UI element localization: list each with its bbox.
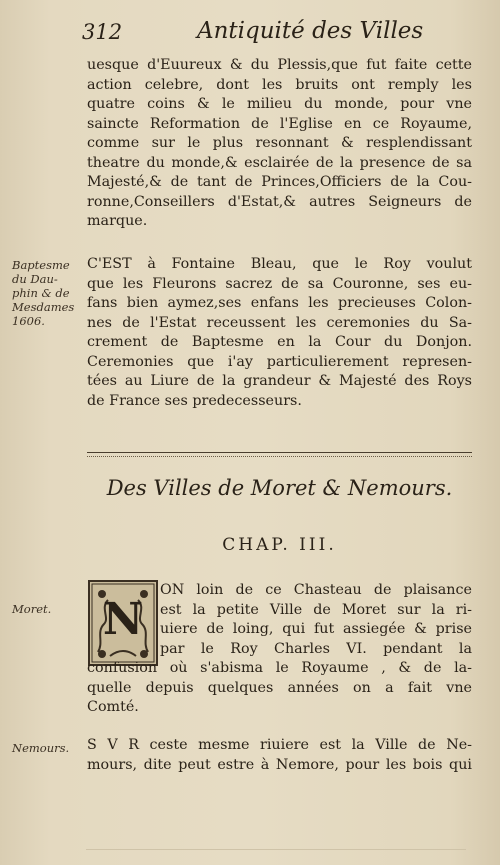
- paragraph-one: [87, 56, 472, 232]
- text-line: saincte Reformation de l'Eglise en ce Royaume,: [87, 115, 472, 132]
- text-line: Comté.: [87, 699, 139, 715]
- section-title: Des Villes de Moret & Nemours.: [106, 476, 453, 500]
- text-line: par le Roy Charles VI. pendant la: [160, 641, 472, 658]
- text-line: action celebre, dont les bruits ont remply les: [87, 76, 472, 93]
- text-line: Majesté,& de tant de Princes,Officiers de la Cou-: [87, 174, 472, 190]
- text-line: est la petite Ville de Moret sur la ri-: [160, 601, 472, 618]
- text-line: de France ses predecesseurs.: [87, 392, 302, 409]
- margin-note-line: phin & de: [12, 286, 70, 300]
- text-line: confusion où s'abisma le Royaume , & de la-: [87, 660, 472, 676]
- page-number: 312: [82, 20, 123, 44]
- text-line: C'EST à Fontaine Bleau, que le Roy voulut: [87, 256, 472, 272]
- paragraph-three-full: [87, 659, 472, 718]
- drop-cap-letter: N: [102, 594, 144, 645]
- chapter-heading: CHAP. III.: [222, 535, 337, 555]
- margin-note-line: Baptesme: [12, 258, 70, 272]
- ornamental-rule: [87, 452, 472, 463]
- text-line: tées au Liure de la grandeur & Majesté des Roys: [87, 373, 472, 389]
- margin-note-moret: Moret.: [12, 602, 52, 616]
- margin-note-line: du Dau-: [12, 272, 58, 286]
- running-title: Antiquité des Villes: [197, 18, 424, 44]
- text-line: marque.: [87, 213, 148, 229]
- text-line: uiere de loing, qui fut assiegée & prise: [160, 621, 472, 638]
- text-line: quatre coins & le milieu du monde, pour vne: [87, 96, 472, 112]
- text-line: S V R ceste mesme riuiere est la Ville de Ne-: [87, 737, 472, 753]
- page-header: [82, 18, 482, 48]
- decorated-initial: [88, 580, 158, 666]
- text-line: quelle depuis quelques années on a fait vne: [87, 679, 472, 696]
- paragraph-two: [87, 255, 472, 411]
- text-line: crement de Baptesme en la Cour du Donjon.: [87, 334, 472, 350]
- text-line: theatre du monde,& esclairée de la presence de sa: [87, 154, 472, 171]
- text-line: Ceremonies que i'ay particulierement represen-: [87, 353, 472, 370]
- paragraph-four: [87, 736, 472, 775]
- text-line: fans bien aymez,ses enfans les precieuses Colon-: [87, 295, 472, 311]
- margin-note-line: 1606.: [12, 314, 45, 328]
- bleed-through-mark: [86, 849, 466, 856]
- text-line: nes de l'Estat receussent les ceremonies du Sa-: [87, 314, 472, 331]
- text-line: mours, dite peut estre à Nemore, pour les bois qui: [87, 756, 472, 773]
- margin-note-baptism: [12, 258, 74, 328]
- text-line: ronne,Conseillers d'Estat,& autres Seigneurs de: [87, 193, 472, 210]
- margin-note-nemours: Nemours.: [12, 741, 70, 755]
- paragraph-three-indented: [160, 581, 472, 660]
- margin-note-line: Mesdames: [12, 300, 75, 314]
- text-line: uesque d'Euureux & du Plessis,que fut faite cette: [87, 57, 472, 73]
- text-line: comme sur le plus resonnant & resplendissant: [87, 135, 472, 151]
- text-line: que les Fleurons sacrez de sa Couronne, ses eu-: [87, 275, 472, 292]
- text-line: ON loin de ce Chasteau de plaisance: [160, 582, 472, 598]
